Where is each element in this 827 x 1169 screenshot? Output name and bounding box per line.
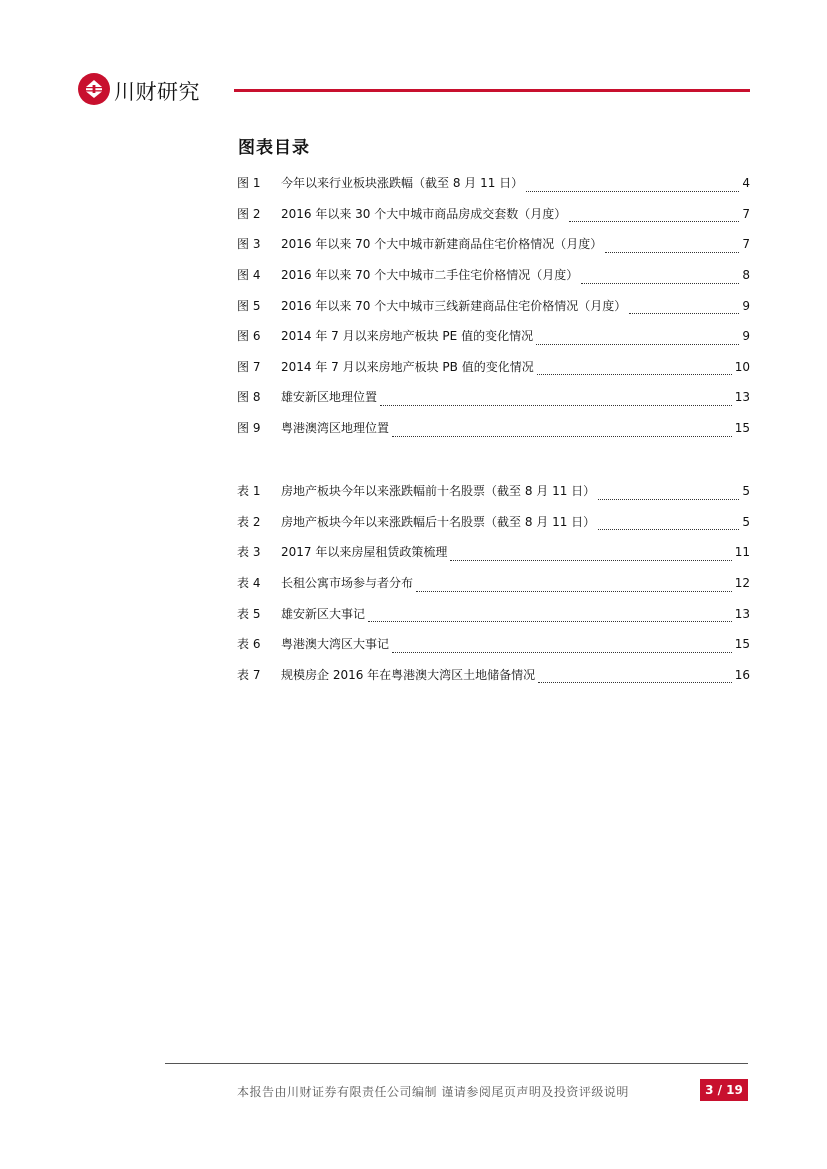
toc-leader-dots <box>392 428 732 437</box>
header-divider <box>234 89 750 92</box>
page-header <box>0 0 827 120</box>
toc-leader-dots <box>598 521 739 530</box>
table-entry[interactable] <box>237 598 750 629</box>
toc-entry-page: 8 <box>742 268 750 283</box>
toc-leader-dots <box>416 583 732 592</box>
toc-entry-label: 表 6 <box>237 637 261 652</box>
toc-entry-label: 图 3 <box>237 237 261 252</box>
figure-entry[interactable] <box>237 199 750 230</box>
toc-entry-title: 2014 年 7 月以来房地产板块 PB 值的变化情况 <box>281 359 534 374</box>
toc-entry-page: 9 <box>742 298 750 313</box>
chuancai-logo-icon <box>78 73 110 105</box>
figure-entry[interactable] <box>237 229 750 260</box>
toc-entry-label: 图 1 <box>237 176 261 191</box>
toc-entry-label: 图 9 <box>237 421 261 436</box>
toc-entry-title: 雄安新区地理位置 <box>281 390 378 405</box>
toc-entry-label: 表 3 <box>237 545 261 560</box>
toc-leader-dots <box>526 183 739 192</box>
toc-entry-page: 4 <box>742 176 750 191</box>
table-entry[interactable] <box>237 568 750 599</box>
brand-name: 川财研究 <box>114 80 200 104</box>
toc-entry-label: 表 5 <box>237 606 261 621</box>
figure-entry[interactable] <box>237 290 750 321</box>
toc-leader-dots <box>569 213 739 222</box>
toc-entry-page: 10 <box>734 359 750 374</box>
figure-entry[interactable] <box>237 382 750 413</box>
toc-entry-label: 图 2 <box>237 206 261 221</box>
toc-entry-label: 图 4 <box>237 268 261 283</box>
table-entry[interactable] <box>237 476 750 507</box>
toc-entry-page: 16 <box>734 667 750 682</box>
toc-entry-title: 2016 年以来 30 个大中城市商品房成交套数（月度） <box>281 206 567 221</box>
footer-disclaimer: 本报告由川财证券有限责任公司编制 谨请参阅尾页声明及投资评级说明 <box>237 1085 629 1099</box>
table-entry[interactable] <box>237 660 750 691</box>
table-entry[interactable] <box>237 507 750 538</box>
toc-entry-title: 粤港澳湾区地理位置 <box>281 421 390 436</box>
toc-entry-page: 13 <box>734 390 750 405</box>
toc-leader-dots <box>392 644 732 653</box>
table-entry[interactable] <box>237 537 750 568</box>
toc-entry-page: 7 <box>742 237 750 252</box>
toc-entry-label: 表 4 <box>237 576 261 591</box>
toc-leader-dots <box>450 552 731 561</box>
table-entry[interactable] <box>237 629 750 660</box>
toc-entry-title: 今年以来行业板块涨跌幅（截至 8 月 11 日） <box>281 176 524 191</box>
toc-entry-title: 规模房企 2016 年在粤港澳大湾区土地储备情况 <box>281 667 536 682</box>
figure-entry[interactable] <box>237 321 750 352</box>
toc-entry-title: 2016 年以来 70 个大中城市二手住宅价格情况（月度） <box>281 268 579 283</box>
page-indicator: 3 / 19 <box>700 1079 748 1101</box>
toc-entry-page: 12 <box>734 576 750 591</box>
toc-entry-title: 2014 年 7 月以来房地产板块 PE 值的变化情况 <box>281 329 534 344</box>
toc-entry-page: 15 <box>734 421 750 436</box>
toc-entry-page: 5 <box>742 514 750 529</box>
toc-entry-label: 表 2 <box>237 514 261 529</box>
toc-leader-dots <box>537 366 732 375</box>
toc-leader-dots <box>629 305 739 314</box>
toc-entry-title: 雄安新区大事记 <box>281 606 366 621</box>
figure-entry[interactable] <box>237 168 750 199</box>
table-list <box>237 476 750 690</box>
toc-entry-page: 7 <box>742 206 750 221</box>
toc-entry-label: 表 7 <box>237 667 261 682</box>
toc-entry-label: 图 5 <box>237 298 261 313</box>
toc-leader-dots <box>368 613 732 622</box>
footer-divider <box>165 1063 748 1064</box>
toc-entry-title: 2016 年以来 70 个大中城市三线新建商品住宅价格情况（月度） <box>281 298 627 313</box>
toc-entry-page: 11 <box>734 545 750 560</box>
toc-leader-dots <box>605 244 739 253</box>
toc-entry-page: 9 <box>742 329 750 344</box>
toc-entry-page: 5 <box>742 484 750 499</box>
figure-entry[interactable] <box>237 260 750 291</box>
toc-entry-label: 图 6 <box>237 329 261 344</box>
toc-entry-title: 2016 年以来 70 个大中城市新建商品住宅价格情况（月度） <box>281 237 603 252</box>
figure-list <box>237 168 750 443</box>
toc-leader-dots <box>598 491 739 500</box>
toc-entry-label: 图 8 <box>237 390 261 405</box>
figure-entry[interactable] <box>237 352 750 383</box>
toc-leader-dots <box>536 336 739 345</box>
figure-entry[interactable] <box>237 413 750 444</box>
toc-title: 图表目录 <box>238 138 310 158</box>
toc-leader-dots <box>581 275 739 284</box>
toc-entry-title: 房地产板块今年以来涨跌幅前十名股票（截至 8 月 11 日） <box>281 484 596 499</box>
toc-entry-title: 粤港澳大湾区大事记 <box>281 637 390 652</box>
toc-entry-title: 房地产板块今年以来涨跌幅后十名股票（截至 8 月 11 日） <box>281 514 596 529</box>
toc-leader-dots <box>538 674 732 683</box>
toc-entry-title: 2017 年以来房屋租赁政策梳理 <box>281 545 448 560</box>
toc-entry-label: 图 7 <box>237 359 261 374</box>
toc-entry-page: 13 <box>734 606 750 621</box>
toc-leader-dots <box>380 397 732 406</box>
toc-entry-page: 15 <box>734 637 750 652</box>
toc-entry-title: 长租公寓市场参与者分布 <box>281 576 414 591</box>
toc-entry-label: 表 1 <box>237 484 261 499</box>
